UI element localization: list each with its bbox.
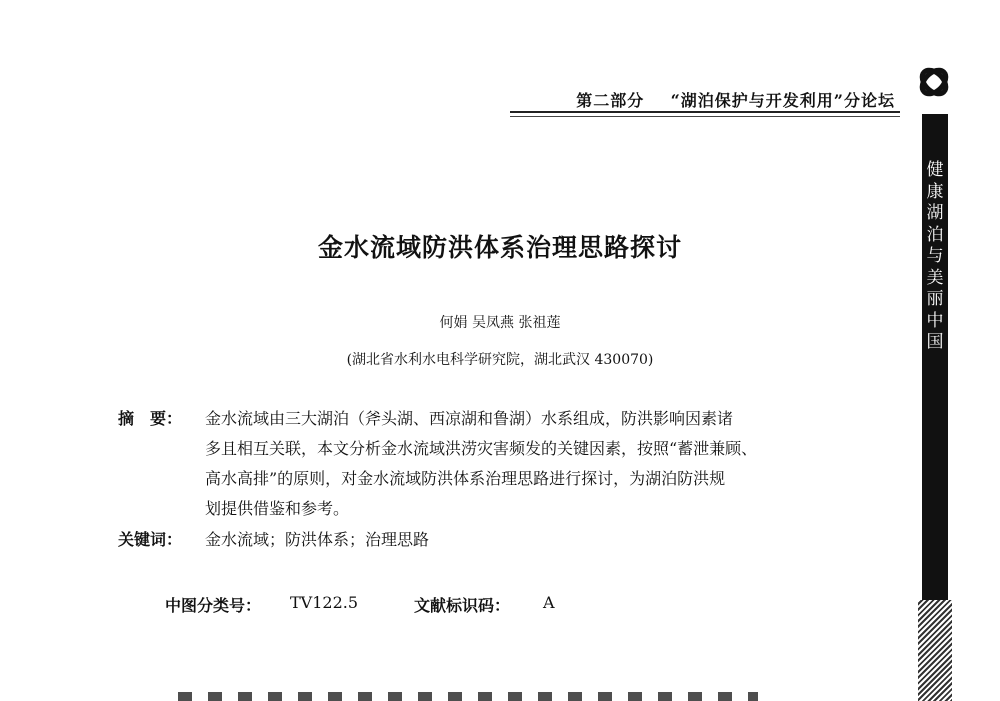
abstract-line: 多且相互关联，本文分析金水流域洪涝灾害频发的关键因素，按照“蓄泄兼顾、: [205, 439, 758, 458]
side-tab-char: 中: [926, 310, 944, 331]
abstract-line: 划提供借鉴和参考。: [205, 499, 350, 518]
header-forum: “湖泊保护与开发利用”分论坛: [670, 91, 895, 110]
running-header: [480, 88, 895, 111]
side-tab-stripes: [918, 600, 952, 701]
paper-authors: 何娟 吴凤燕 张祖莲: [439, 315, 561, 331]
side-tab-char: 泊: [926, 224, 944, 245]
side-tab-char: 与: [926, 246, 944, 266]
cut-off-text-line: [178, 692, 758, 701]
side-tab-char: 丽: [926, 289, 944, 309]
header-section: 第二部分: [576, 91, 645, 110]
abstract-line: 高水高排”的原则，对金水流域防洪体系治理思路进行探讨，为湖泊防洪规: [205, 469, 726, 488]
abstract-text: [205, 404, 895, 524]
conference-logo-icon: [916, 64, 952, 100]
side-tab-char: 康: [926, 181, 944, 202]
classification-label: 中图分类号：: [165, 596, 262, 615]
paper-affiliation: (湖北省水利水电科学研究院，湖北武汉 430070): [346, 352, 654, 368]
side-tab-char: 湖: [926, 203, 944, 223]
keywords-label: 关键词：: [118, 530, 183, 549]
abstract-line: 金水流域由三大湖泊（斧头湖、西凉湖和鲁湖）水系组成，防洪影响因素诸: [205, 409, 734, 428]
paper-title: 金水流域防洪体系治理思路探讨: [317, 233, 682, 262]
header-rule-thin: [510, 116, 900, 117]
header-rule: [510, 111, 900, 113]
classification-value: TV122.5: [290, 593, 359, 612]
abstract-label: 摘 要：: [118, 409, 183, 428]
side-tab-char: 美: [926, 267, 944, 288]
keywords-text: 金水流域；防洪体系；治理思路: [205, 530, 430, 549]
side-tab-char: 健: [926, 160, 944, 180]
document-code-value: A: [543, 593, 555, 612]
side-tab-char: 国: [926, 332, 944, 352]
document-code-label: 文献标识码：: [414, 596, 511, 615]
